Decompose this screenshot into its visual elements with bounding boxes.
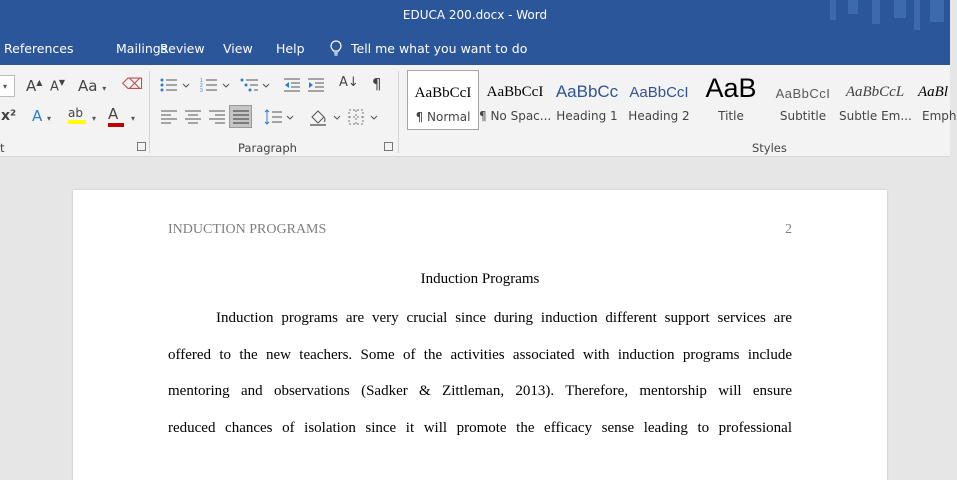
running-header: INDUCTION PROGRAMS	[168, 222, 327, 237]
style-sample: AaBbCcI	[629, 84, 689, 101]
style-title[interactable]	[695, 70, 767, 130]
style-sample: AaB	[705, 73, 757, 103]
paragraph-dialog-launcher-icon[interactable]	[384, 142, 393, 151]
group-divider	[149, 71, 150, 153]
line-spacing-icon[interactable]	[264, 109, 294, 125]
paragraph-line: mentoring and observations (Sadker & Zittleman, 2013). Therefore, mentorship will ensure	[168, 383, 792, 399]
shading-icon[interactable]	[309, 108, 341, 126]
style-normal[interactable]	[407, 70, 479, 130]
tab-mailings[interactable]: Mailings	[116, 41, 168, 56]
style-heading-2[interactable]	[623, 70, 695, 130]
style-subtle-emphasis[interactable]	[839, 70, 911, 130]
page-number: 2	[785, 222, 792, 237]
align-right-icon[interactable]	[209, 110, 225, 124]
font-group-label: t	[0, 141, 5, 155]
document-title: Induction Programs	[420, 271, 540, 287]
tab-help[interactable]: Help	[276, 41, 305, 56]
paragraph-group-label: Paragraph	[238, 141, 297, 155]
style-name: ¶ No Spac...	[479, 109, 552, 123]
multilevel-list-icon[interactable]	[240, 77, 270, 93]
window-title: EDUCA 200.docx - Word	[402, 8, 548, 22]
paragraph-line: Induction programs are very crucial since during induction different support services are	[216, 310, 792, 326]
body-paragraph	[168, 310, 792, 456]
style-name: Heading 2	[628, 109, 690, 123]
change-case-icon[interactable]: Aa ▾	[78, 77, 107, 95]
borders-icon[interactable]	[348, 109, 378, 125]
title-bar	[0, 0, 950, 33]
align-left-icon[interactable]	[161, 110, 177, 124]
tab-view[interactable]: View	[223, 41, 253, 56]
show-formatting-marks-icon[interactable]: ¶	[372, 75, 382, 93]
align-center-icon[interactable]	[185, 110, 201, 124]
bullets-icon[interactable]	[160, 77, 190, 93]
style-name: Title	[718, 109, 744, 123]
style-name: Subtitle	[779, 109, 827, 123]
style-name: Emph	[922, 109, 957, 123]
svg-text:1: 1	[200, 78, 203, 84]
text-effects-icon[interactable]: A ▾	[32, 107, 52, 125]
font-color-icon[interactable]: A	[108, 107, 124, 127]
font-size-dropdown[interactable]	[0, 75, 15, 97]
paragraph-line: offered to the new teachers. Some of the activities associated with induction programs include	[168, 346, 792, 363]
grow-font-icon[interactable]: A▲	[26, 77, 43, 95]
ribbon	[0, 65, 957, 157]
increase-indent-icon[interactable]	[307, 77, 325, 93]
superscript-icon[interactable]: x²	[1, 108, 17, 124]
justify-button[interactable]	[229, 105, 252, 128]
decrease-indent-icon[interactable]	[283, 77, 301, 93]
style-sample: AaBbCcI	[414, 85, 472, 101]
tell-me-label: Tell me what you want to do	[351, 40, 528, 56]
style-name: ¶ Normal	[415, 110, 471, 124]
shrink-font-icon[interactable]: A▼	[50, 78, 66, 95]
chevron-down-icon[interactable]: ▾	[92, 114, 97, 123]
svg-text:2: 2	[200, 83, 203, 89]
style-subtitle[interactable]	[767, 70, 839, 130]
chevron-down-icon: ▾	[3, 82, 8, 91]
document-page[interactable]	[73, 190, 887, 480]
group-divider	[398, 71, 399, 153]
style-sample: AaBbCcL	[845, 84, 905, 100]
style-name: Heading 1	[556, 109, 618, 123]
title-bar-pattern	[810, 0, 950, 33]
svg-text:3: 3	[200, 88, 203, 94]
style-name: Subtle Em...	[839, 109, 912, 123]
style-sample: AaBl	[918, 84, 948, 100]
ribbon-tabs	[0, 33, 950, 65]
font-dialog-launcher-icon[interactable]	[137, 142, 146, 151]
sort-icon[interactable]: A↓	[339, 75, 359, 90]
tell-me-box[interactable]	[330, 40, 527, 56]
lightbulb-icon	[330, 40, 342, 56]
style-heading-1[interactable]	[551, 70, 623, 130]
style-no-spacing[interactable]	[479, 70, 551, 130]
tab-review[interactable]: Review	[160, 41, 205, 56]
numbering-icon[interactable]	[200, 77, 230, 93]
justify-icon	[233, 110, 249, 124]
paragraph-line: reduced chances of isolation since it will promote the efficacy sense leading to professional	[168, 419, 792, 436]
style-sample: AaBbCcI	[775, 86, 831, 101]
highlight-color-icon[interactable]: ab	[68, 107, 86, 124]
styles-group-label: Styles	[752, 141, 787, 155]
clear-formatting-icon[interactable]: ⌫	[122, 75, 144, 93]
chevron-down-icon[interactable]: ▾	[131, 114, 136, 123]
tab-references[interactable]: References	[4, 41, 74, 56]
style-sample: AaBbCc	[555, 82, 619, 101]
style-sample: AaBbCcI	[486, 84, 544, 100]
style-emphasis[interactable]	[911, 70, 957, 130]
